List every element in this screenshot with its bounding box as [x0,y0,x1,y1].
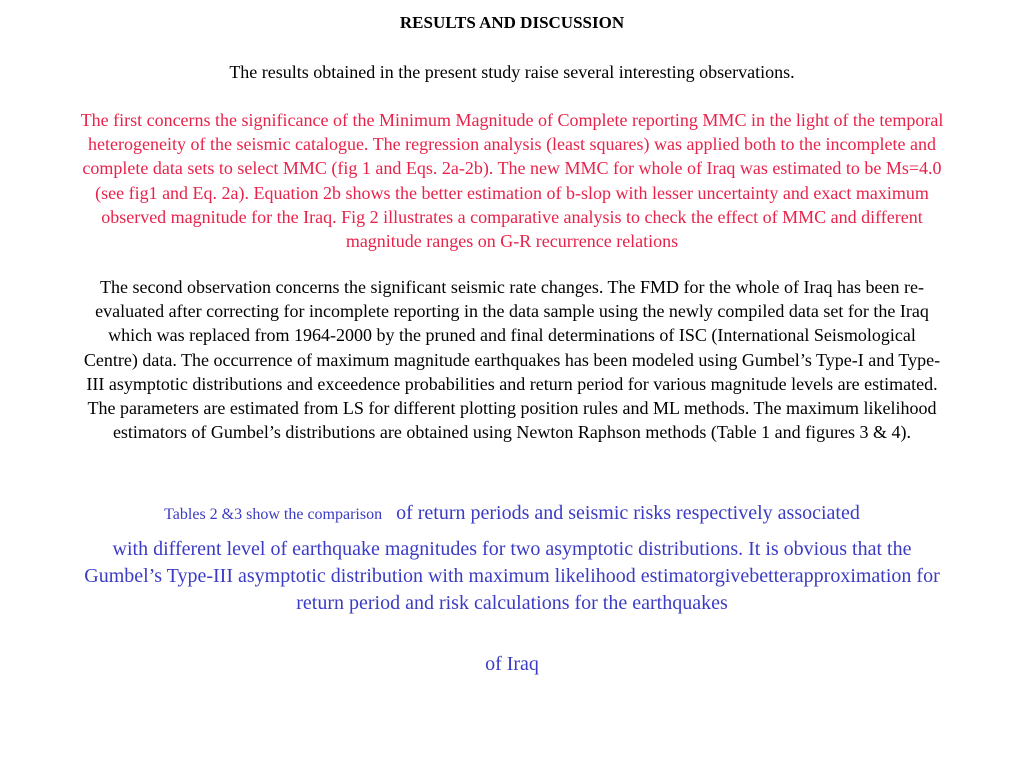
third-paragraph-body: with different level of earthquake magnitudes for two asymptotic distributions. It is obvious that the Gumbel’s Type-III asymptotic distribution with maximum likelihood estimatorgivebetterapproximation for return period and risk calculations for the earthquakes [84,538,940,614]
second-observation-paragraph: The second observation concerns the significant seismic rate changes. The FMD for the whole of Iraq has been re-evaluated after correcting for incomplete reporting in the data sample using the newly compiled data set for the Iraq which was replaced from 1964-2000 by the pruned and final determinations of ISC (International Seismological Centre) data. The occurrence of maximum magnitude earthquakes has been modeled using Gumbel’s Type-I and Type-III asymptotic distributions and exceedence probabilities and return period for various magnitude levels are estimated. The parameters are estimated from LS for different plotting position rules and ML methods. The maximum likelihood estimators of Gumbel’s distributions are obtained using Newton Raphson methods (Table 1 and figures 3 & 4). [83,277,941,443]
third-paragraph-lead-in: Tables 2 &3 show the comparison [164,506,383,523]
third-paragraph-first-line [80,500,944,528]
third-observation-paragraph [80,500,944,617]
intro-sentence: The results obtained in the present study raise several interesting observations. [229,62,795,82]
third-paragraph-line-one: of return periods and seismic risks respectively associated [396,502,860,524]
first-observation-paragraph: The first concerns the significance of the Minimum Magnitude of Complete reporting MMC in the light of the temporal heterogeneity of the seismic catalogue. The regression analysis (least squares) was applied both to the incomplete and complete data sets to select MMC (fig 1 and Eqs. 2a-2b). The new MMC for whole of Iraq was estimated to be Ms=4.0 (see fig1 and Eq. 2a). Equation 2b shows the better estimation of b-slop with lesser uncertainty and exact maximum observed magnitude for the Iraq. Fig 2 illustrates a comparative analysis to check the effect of MMC and different magnitude ranges on G-R recurrence relations [80,110,944,252]
section-heading: RESULTS AND DISCUSSION [399,13,625,32]
third-paragraph-tail: of Iraq [485,653,539,675]
